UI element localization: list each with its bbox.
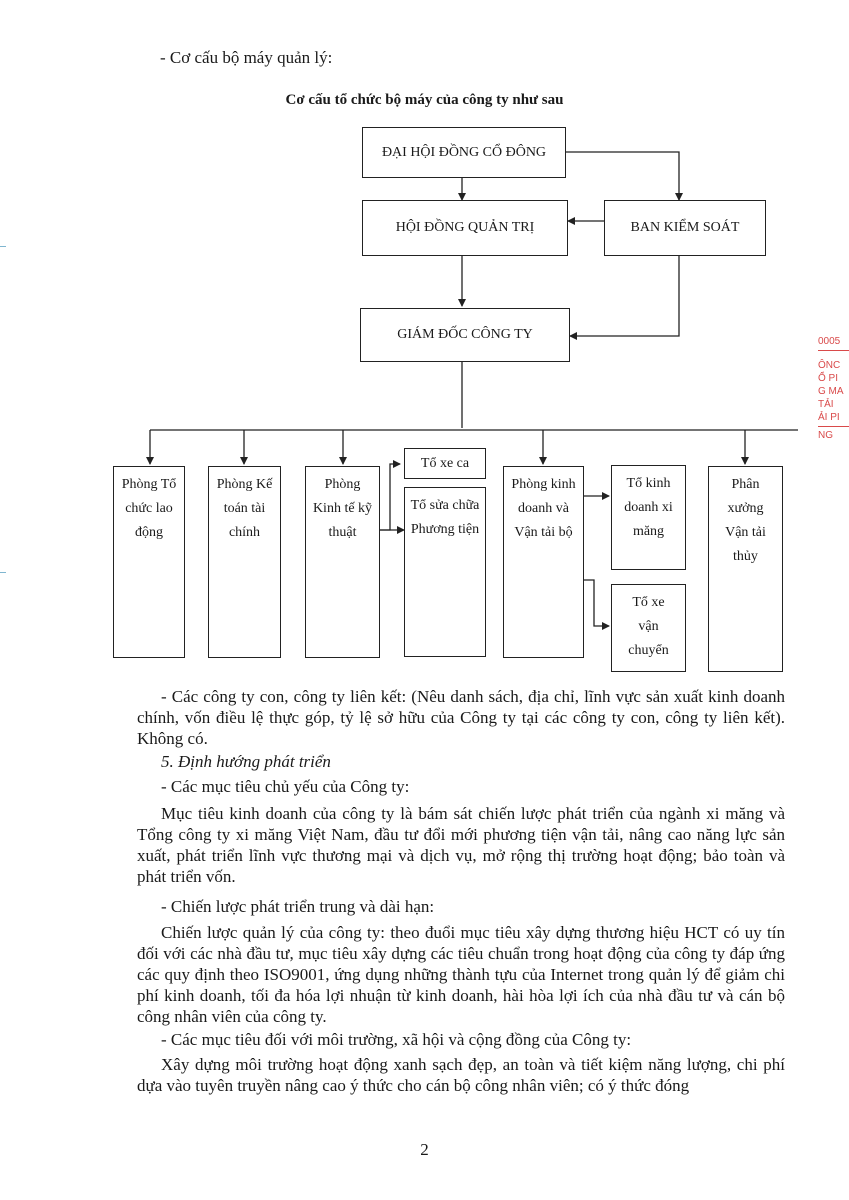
margin-mark <box>0 246 6 247</box>
team-shift-car-label: Tổ xe ca <box>420 455 470 471</box>
org-box-dept-business <box>503 466 584 658</box>
section-heading: 5. Định hướng phát triển <box>161 752 331 771</box>
team-cement-label: Tổ kinh doanh xi măng <box>624 476 673 539</box>
structure-intro: - Cơ cấu bộ máy quản lý: <box>160 48 333 67</box>
stamp-line: NG <box>818 430 833 441</box>
org-box-board <box>362 200 568 256</box>
stamp-line: Ổ PI <box>818 373 839 384</box>
company-stamp <box>818 335 849 495</box>
stamp-line: 0005 <box>818 336 841 347</box>
org-box-team-cement <box>611 465 686 570</box>
stamp-line: G MA <box>818 386 844 397</box>
team-transport-label: Tổ xe vận chuyển <box>628 595 669 658</box>
strategy-paragraph: Chiến lược quản lý của công ty: theo đuổi mục tiêu xây dựng thương hiệu HCT có uy tín đối với các nhà đầu tư, mục tiêu xây dựng các tiêu chuẩn trong hoạt động của công ty đáp ứng các quy định theo ISO9001, ứng dụng những thành tựu của Internet trong quản lý để giảm chi phí kinh doanh, tối đa hóa lợi nhuận từ kinh doanh, hài hòa lợi ích của nhà đầu tư và cán bộ công nhân viên của công ty. <box>137 923 785 1026</box>
org-box-workshop-waterway <box>708 466 783 672</box>
org-box-director <box>360 308 570 362</box>
stamp-line: ẢI PI <box>818 412 840 423</box>
goals-paragraph: Mục tiêu kinh doanh của công ty là bám sát chiến lược phát triển của ngành xi măng và Tổng công ty xi măng Việt Nam, đầu tư đổi mới phương tiện vận tải, nâng cao năng lực sản xuất, phát triển lĩnh vực thương mại và dịch vụ, mở rộng thị trường hoạt động; bảo toàn và phát triển vốn. <box>137 804 785 886</box>
dept-business-label: Phòng kinh doanh và Vận tải bộ <box>511 477 576 540</box>
dept-technical-label: Phòng Kinh tế kỹ thuật <box>312 477 373 540</box>
stamp-line: ÔNC <box>818 360 841 371</box>
margin-mark <box>0 572 6 573</box>
org-box-supervisory-label: BAN KIỂM SOÁT <box>630 220 740 235</box>
stamp-line: TẢI <box>818 399 834 410</box>
subsidiaries-paragraph: - Các công ty con, công ty liên kết: (Nêu danh sách, địa chỉ, lĩnh vực sản xuất kinh doanh chính, vốn điều lệ thực góp, tỷ lệ sở hữu của Công ty tại các công ty con, công ty liên kết). Không có. <box>137 687 785 748</box>
environment-heading: - Các mục tiêu đối với môi trường, xã hội và cộng đồng của Công ty: <box>161 1030 632 1049</box>
org-box-director-label: GIÁM ĐỐC CÔNG TY <box>397 327 533 342</box>
org-box-dept-personnel <box>113 466 185 658</box>
dept-personnel-label: Phòng Tổ chức lao động <box>121 477 177 540</box>
org-box-team-transport <box>611 584 686 672</box>
org-box-supervisory <box>604 200 766 256</box>
org-box-shareholders-label: ĐẠI HỘI ĐỒNG CỔ ĐÔNG <box>381 144 547 160</box>
goals-heading: - Các mục tiêu chủ yếu của Công ty: <box>161 777 410 796</box>
page-number: 2 <box>420 1140 429 1159</box>
environment-paragraph: Xây dựng môi trường hoạt động xanh sạch đẹp, an toàn và tiết kiệm năng lượng, chi phí dựa vào tuyên truyền nâng cao ý thức cho cán bộ công nhân viên; có ý thức đóng <box>137 1055 785 1095</box>
dept-accounting-label: Phòng Kế toán tài chính <box>216 477 273 540</box>
org-box-dept-accounting <box>208 466 281 658</box>
org-box-shareholders <box>362 127 566 178</box>
team-repair-label: Tổ sửa chữa Phương tiện <box>410 498 480 537</box>
org-box-team-repair <box>404 487 486 657</box>
workshop-waterway-label: Phân xưởng Vận tải thủy <box>725 477 766 564</box>
chart-title: Cơ cấu tổ chức bộ máy của công ty như sau <box>285 92 564 108</box>
org-box-board-label: HỘI ĐỒNG QUẢN TRỊ <box>395 220 535 235</box>
org-box-dept-technical <box>305 466 380 658</box>
strategy-heading: - Chiến lược phát triển trung và dài hạn: <box>161 897 435 916</box>
org-box-team-shift-car <box>404 448 486 479</box>
